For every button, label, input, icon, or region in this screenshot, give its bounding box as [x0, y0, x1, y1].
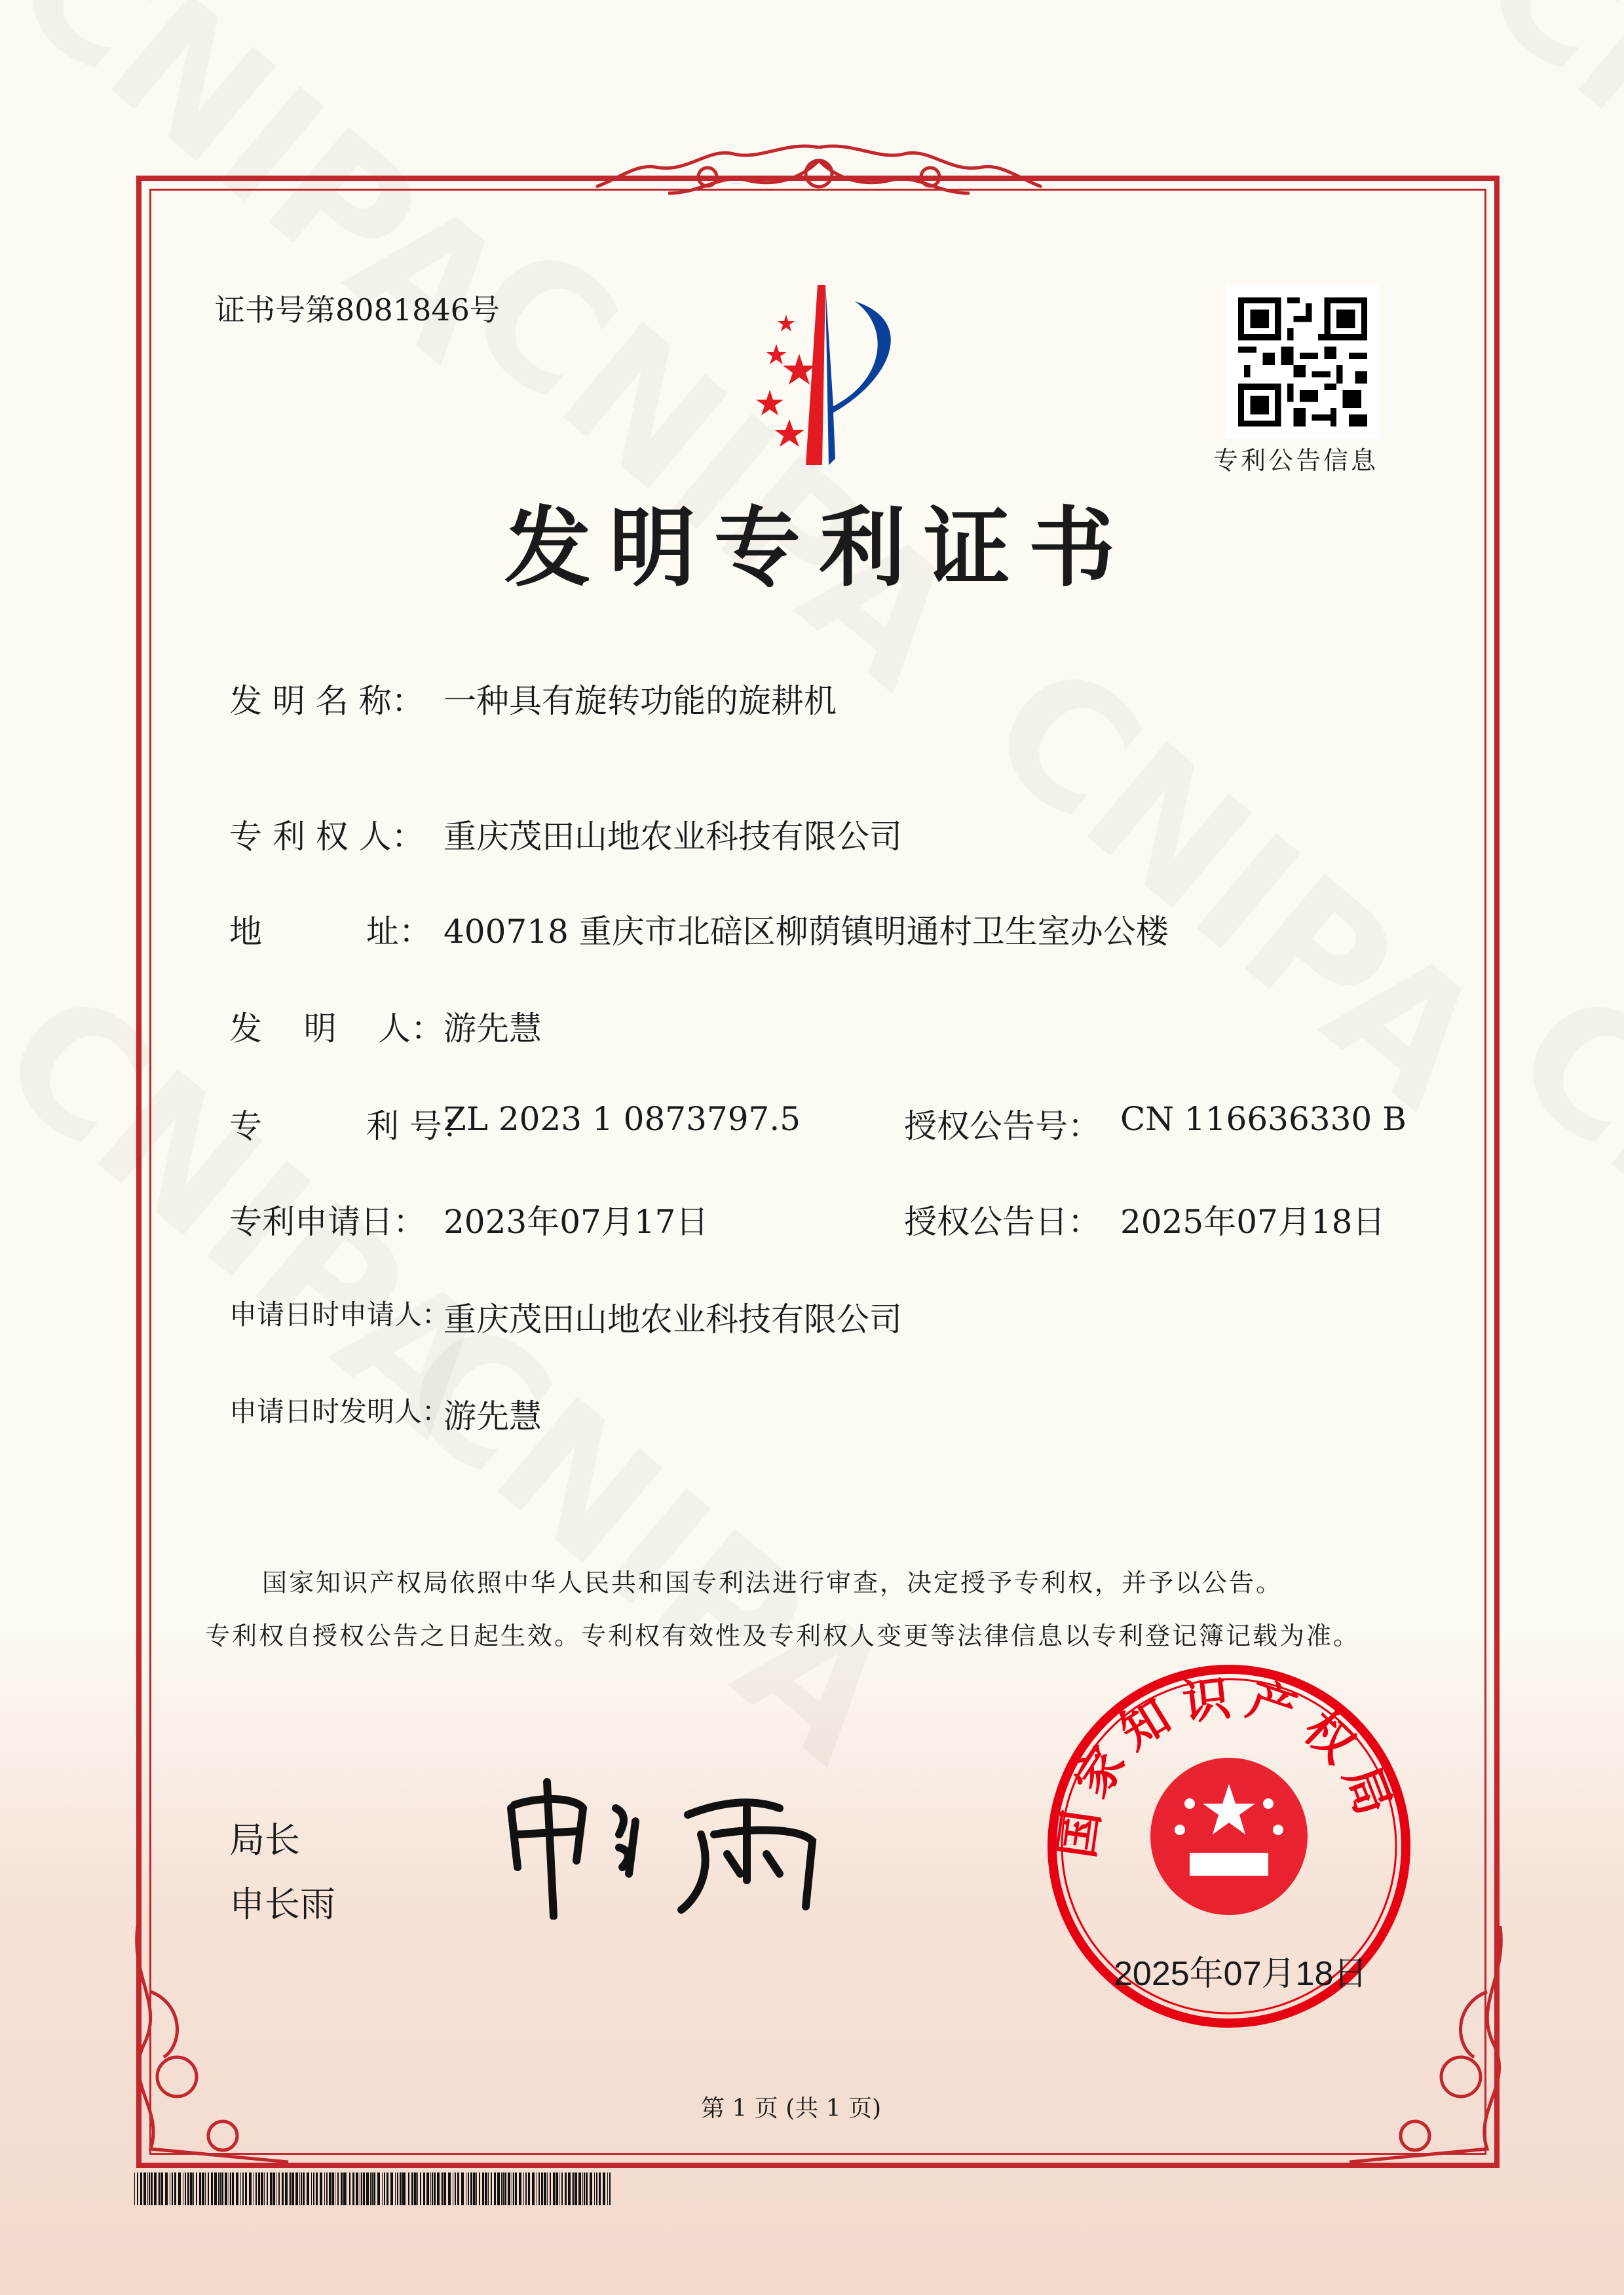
barcode-bar — [473, 2172, 476, 2205]
barcode-bar — [240, 2172, 241, 2205]
barcode-bar — [151, 2172, 153, 2205]
certificate-number: 证书号第8081846号 — [215, 292, 500, 328]
barcode-bar — [282, 2172, 284, 2205]
barcode-bar — [140, 2172, 142, 2205]
barcode-bar — [202, 2172, 204, 2205]
barcode-bar — [603, 2172, 605, 2205]
barcode-bar — [187, 2172, 189, 2205]
barcode-bar — [607, 2172, 608, 2205]
barcode-bar — [165, 2172, 168, 2205]
barcode-bar — [154, 2172, 157, 2205]
barcode-bar — [541, 2172, 543, 2205]
barcode-bar — [356, 2172, 358, 2205]
field-value: 重庆茂田山地农业科技有限公司 — [444, 1300, 902, 1338]
barcode-bar — [513, 2172, 514, 2205]
barcode-bar — [343, 2172, 346, 2205]
barcode-bar — [387, 2172, 388, 2205]
field-value: ZL 2023 1 0873797.5 — [444, 1100, 801, 1138]
page-number: 第 1 页 (共 1 页) — [701, 2095, 882, 2122]
barcode-bar — [420, 2172, 421, 2205]
barcode-bar — [432, 2172, 433, 2205]
barcode-bar — [582, 2172, 583, 2205]
field-value: 一种具有旋转功能的旋耕机 — [444, 682, 837, 720]
barcode-bar — [586, 2172, 588, 2205]
field-applicant-at-filing — [229, 1293, 902, 1340]
barcode-bar — [249, 2172, 252, 2205]
barcode-bar — [159, 2172, 161, 2205]
qr-code[interactable] — [1226, 285, 1380, 439]
field-address — [229, 905, 1169, 953]
barcode-bar — [225, 2172, 227, 2205]
barcode-bar — [590, 2172, 592, 2205]
barcode-bar — [290, 2172, 292, 2205]
barcode-bar — [561, 2172, 563, 2205]
cnipa-logo-icon — [694, 282, 943, 472]
signature-icon — [504, 1769, 839, 1920]
barcode-bar — [185, 2172, 186, 2205]
barcode-bar — [242, 2172, 244, 2205]
barcode-bar — [320, 2172, 322, 2205]
barcode-bar — [324, 2172, 325, 2205]
barcode-bar — [331, 2172, 334, 2205]
barcode-bar — [245, 2172, 247, 2205]
barcode-bar — [134, 2172, 135, 2205]
barcode-bar — [397, 2172, 398, 2205]
barcode-bar — [553, 2172, 555, 2205]
barcode-bar — [461, 2172, 464, 2205]
barcode-bar — [515, 2172, 517, 2205]
barcode-bar — [402, 2172, 405, 2205]
barcode-bar — [497, 2172, 500, 2205]
barcode-bar — [352, 2172, 354, 2205]
barcode-bar — [504, 2172, 506, 2205]
barcode-bar — [508, 2172, 510, 2205]
barcode-bar — [205, 2172, 206, 2205]
official-title: 局长 — [229, 1819, 300, 1861]
barcode-bar — [289, 2172, 290, 2205]
barcode-bar — [285, 2172, 288, 2205]
barcode-bar — [568, 2172, 571, 2205]
field-application-date — [229, 1196, 709, 1243]
official-name: 申长雨 — [229, 1884, 335, 1925]
barcode-bar — [502, 2172, 504, 2205]
barcode-bar — [366, 2172, 369, 2205]
barcode-bar — [382, 2172, 383, 2205]
field-label: 专利申请日： — [229, 1203, 426, 1241]
field-inventor-at-filing — [229, 1390, 542, 1437]
barcode-bar — [584, 2172, 585, 2205]
barcode-bar — [196, 2172, 197, 2205]
field-label: 专 利 号： — [229, 1107, 475, 1145]
barcode-bar — [261, 2172, 263, 2205]
barcode-bar — [491, 2172, 492, 2205]
barcode-bar — [349, 2172, 350, 2205]
barcode-bar — [448, 2172, 451, 2205]
barcode-bar — [361, 2172, 362, 2205]
barcode-bar — [161, 2172, 163, 2205]
barcode-bar — [301, 2172, 302, 2205]
field-label: 发 明 人： — [229, 1010, 444, 1048]
top-ornament-icon — [590, 134, 1048, 213]
barcode-bar — [488, 2172, 489, 2205]
barcode-bar — [208, 2172, 209, 2205]
barcode-bar — [311, 2172, 312, 2205]
barcode-bar — [417, 2172, 418, 2205]
barcode-bar — [525, 2172, 527, 2205]
barcode-bar — [341, 2172, 343, 2205]
barcode-bar — [528, 2172, 530, 2205]
field-label: 申请日时申请人： — [229, 1299, 450, 1331]
field-value: 重庆茂田山地农业科技有限公司 — [444, 818, 902, 856]
barcode-bar — [599, 2172, 601, 2205]
field-value: 2023年07月17日 — [444, 1203, 709, 1241]
field-label: 授权公告号： — [904, 1107, 1101, 1145]
field-value: 游先慧 — [444, 1397, 542, 1435]
field-patentee — [229, 810, 902, 858]
field-invention-name — [229, 675, 837, 722]
barcode-bar — [211, 2172, 213, 2205]
barcode-bar — [411, 2172, 413, 2205]
barcode-bar — [519, 2172, 521, 2205]
barcode-bar — [149, 2172, 150, 2205]
page-title: 发明专利证书 — [504, 498, 1133, 599]
barcode-bar — [538, 2172, 540, 2205]
barcode-bar — [137, 2172, 138, 2205]
barcode-bar — [482, 2172, 484, 2205]
barcode-bar — [158, 2172, 159, 2205]
barcode-bar — [485, 2172, 487, 2205]
barcode-bar — [550, 2172, 551, 2205]
barcode-bar — [199, 2172, 201, 2205]
barcode-bar — [470, 2172, 472, 2205]
barcode-bar — [230, 2172, 231, 2205]
barcode-bar — [547, 2172, 548, 2205]
field-inventor — [229, 1002, 542, 1050]
barcode-bar — [468, 2172, 469, 2205]
field-label: 发 明 名 称： — [229, 682, 425, 720]
barcode-bar — [596, 2172, 597, 2205]
barcode-bar — [190, 2172, 193, 2205]
barcode-bar — [573, 2172, 575, 2205]
barcode-bar — [532, 2172, 535, 2205]
corner-ornament-icon — [124, 1926, 295, 2175]
barcode-bar — [232, 2172, 234, 2205]
barcode-bar — [273, 2172, 275, 2205]
barcode-bar — [236, 2172, 238, 2205]
barcode-bar — [437, 2172, 440, 2205]
barcode-bar — [444, 2172, 446, 2205]
barcode-bar — [255, 2172, 257, 2205]
barcode-bar — [278, 2172, 280, 2205]
barcode-bar — [455, 2172, 456, 2205]
barcode-bar — [544, 2172, 546, 2205]
field-value: 2025年07月18日 — [1120, 1203, 1386, 1241]
barcode-bar — [193, 2172, 194, 2205]
barcode-bar — [264, 2172, 265, 2205]
barcode-bar — [218, 2172, 219, 2205]
barcode-bar — [267, 2172, 268, 2205]
barcode-bar — [214, 2172, 217, 2205]
barcode-icon — [134, 2172, 611, 2205]
barcode-bar — [143, 2172, 146, 2205]
barcode-bar — [414, 2172, 417, 2205]
barcode-bar — [377, 2172, 380, 2205]
barcode-bar — [430, 2172, 431, 2205]
field-value: 400718 重庆市北碚区柳荫镇明通村卫生室办公楼 — [444, 913, 1169, 951]
barcode-bar — [313, 2172, 314, 2205]
statement-line: 国家知识产权局依照中华人民共和国专利法进行审查，决定授予专利权，并予以公告。 — [262, 1568, 1283, 1597]
field-value: CN 116636330 B — [1120, 1100, 1407, 1138]
barcode-bar — [390, 2172, 393, 2205]
field-grant-publication-number — [904, 1100, 1407, 1147]
barcode-bar — [408, 2172, 409, 2205]
barcode-bar — [476, 2172, 477, 2205]
barcode-bar — [572, 2172, 573, 2205]
barcode-bar — [307, 2172, 309, 2205]
barcode-bar — [299, 2172, 300, 2205]
barcode-bar — [172, 2172, 173, 2205]
barcode-bar — [363, 2172, 365, 2205]
field-label: 地 址： — [229, 913, 432, 951]
barcode-bar — [426, 2172, 429, 2205]
qr-code-icon — [1226, 285, 1380, 439]
barcode-bar — [147, 2172, 148, 2205]
field-label: 申请日时发明人： — [229, 1395, 450, 1428]
barcode-bar — [326, 2172, 328, 2205]
barcode-bar — [479, 2172, 480, 2205]
barcode-bar — [395, 2172, 396, 2205]
barcode-bar — [423, 2172, 425, 2205]
barcode-bar — [316, 2172, 318, 2205]
barcode-bar — [434, 2172, 436, 2205]
barcode-bar — [556, 2172, 558, 2205]
barcode-bar — [457, 2172, 459, 2205]
barcode-bar — [292, 2172, 294, 2205]
barcode-bar — [565, 2172, 567, 2205]
barcode-bar — [609, 2172, 611, 2205]
field-label: 专 利 权 人： — [229, 818, 425, 856]
barcode-bar — [371, 2172, 373, 2205]
barcode-bar — [501, 2172, 502, 2205]
barcode-bar — [442, 2172, 444, 2205]
barcode-bar — [337, 2172, 339, 2205]
field-label: 授权公告日： — [904, 1203, 1101, 1241]
barcode-bar — [594, 2172, 595, 2205]
barcode-bar — [174, 2172, 176, 2205]
barcode-bar — [441, 2172, 442, 2205]
field-patent-number — [229, 1100, 801, 1147]
barcode-bar — [575, 2172, 577, 2205]
barcode-bar — [494, 2172, 496, 2205]
barcode-bar — [370, 2172, 371, 2205]
barcode-bar — [219, 2172, 221, 2205]
barcode-bar — [384, 2172, 385, 2205]
field-value: 游先慧 — [444, 1010, 542, 1048]
barcode-bar — [400, 2172, 402, 2205]
barcode-bar — [373, 2172, 375, 2205]
barcode-bar — [295, 2172, 298, 2205]
statement-line: 专利权自授权公告之日起生效。专利权有效性及专利权人变更等法律信息以专利登记簿记载为准。 — [205, 1622, 1361, 1650]
barcode-bar — [523, 2172, 524, 2205]
barcode-bar — [221, 2172, 223, 2205]
barcode-bar — [329, 2172, 331, 2205]
qr-label: 专利公告信息 — [1213, 446, 1379, 475]
seal-text: 国家知识产权局 — [1048, 1669, 1407, 1862]
barcode-bar — [258, 2172, 260, 2205]
barcode-bar — [270, 2172, 272, 2205]
barcode-bar — [578, 2172, 581, 2205]
seal-date: 2025年07月18日 — [1114, 1955, 1368, 1993]
field-grant-publication-date — [904, 1196, 1386, 1243]
barcode-bar — [178, 2172, 181, 2205]
barcode-bar — [303, 2172, 305, 2205]
